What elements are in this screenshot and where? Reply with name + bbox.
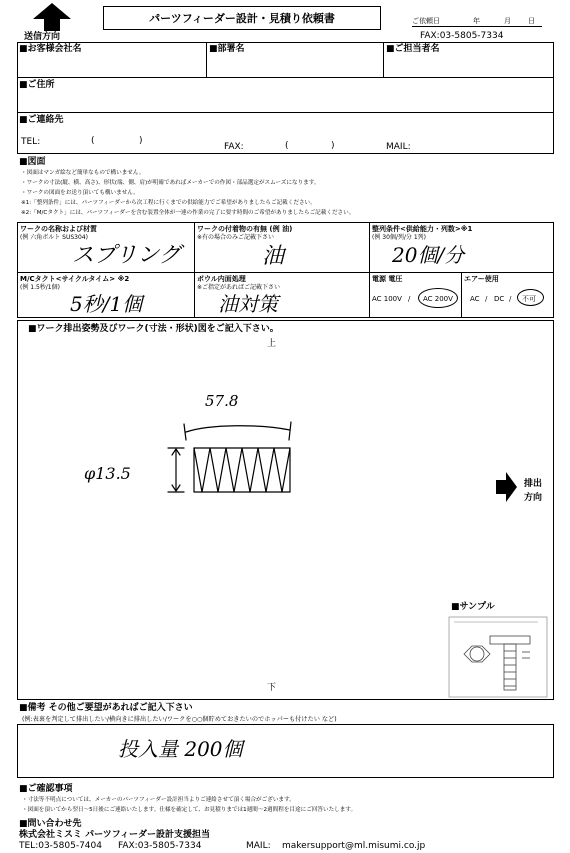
confirm-title: ■ご確認事項: [19, 784, 73, 794]
align-example: (例 30個/列/分 1列): [372, 234, 426, 241]
remarks-title: ■備考 その他ご要望があればご記入下さい: [19, 703, 193, 713]
align-label: 整列条件<供給能力・列数>※1: [372, 225, 473, 233]
power-selected-circle: [418, 288, 458, 308]
remarks-box: [17, 724, 554, 778]
drawing-note-2: ・ワークの寸法(縦、横、高さ)、形状(端、側、肩)が明確であればメーカーでの作図・部品選定がスムーズになります。: [21, 180, 320, 186]
air-label: エアー使用: [464, 275, 499, 283]
air-selected-circle: [517, 289, 544, 306]
spec-divider: [17, 272, 554, 273]
person-label: ■ご担当者名: [386, 44, 440, 54]
drawing-note-5: ※2:「M/Cタクト」には、パーツフィーダーを含む装置全体が一連の作業の完了に要す時間のご希望がありましたらご記載ください。: [21, 210, 355, 216]
bowl-label: ボウル内面処理: [197, 275, 246, 283]
mail-label: MAIL:: [386, 142, 411, 152]
fax-paren-open: (: [285, 141, 289, 151]
inquiry-tel: TEL:03-5805-7404: [19, 841, 102, 851]
length-dimension-value: 57.8: [205, 392, 239, 410]
remarks-value: 投入量 200個: [118, 737, 243, 761]
bowl-value: 油対策: [218, 292, 278, 316]
tel-label: TEL:: [21, 137, 41, 147]
drawing-note-4: ※1:「整列条件」には、パーツフィーダーから次工程に行くまでの供給能力でご希望がありましたらご記載ください。: [21, 200, 316, 206]
exit-label-2: 方向: [524, 493, 543, 503]
mc-value: 5秒/1個: [70, 292, 143, 316]
top-direction-label: 上: [267, 339, 277, 349]
work-name-value: スプリング: [72, 243, 181, 268]
sample-label: ■サンプル: [451, 602, 495, 612]
drawing-section-title: ■図面: [19, 157, 46, 167]
confirm-item-2: ・図面を頂いてから翌日〜5日後にご連絡いたします。仕様を確定して、お見積りまでは1週間〜2週間程を目途にご回答いたします。: [22, 807, 357, 813]
oil-note: ※有の場合のみご記載下さい: [197, 234, 275, 241]
work-drawing-title: ■ワーク排出姿勢及びワーク(寸法・形状)図をご記入下さい。: [28, 324, 279, 334]
air-separator-2: /: [509, 295, 512, 303]
tel-paren-close: ): [139, 136, 143, 146]
day-label: 日: [528, 17, 535, 25]
diameter-dimension-value: φ13.5: [84, 464, 131, 483]
confirm-item-1: ・寸法等不明点については、メーカーのパーツフィーダー設計担当よりご連絡させて頂く場合がございます。: [22, 797, 295, 803]
bottom-direction-label: 下: [267, 683, 277, 693]
remarks-example: (例:表裏を判定して排出したい/横向きに排出したい/ワークを○○個貯めておきたいのでホッパーも付けたい など): [22, 716, 337, 723]
inquiry-title: ■問い合わせ先: [19, 819, 82, 829]
exit-direction-arrow-icon: [496, 472, 518, 502]
page-title: パーツフィーダー設計・見積り依頼書: [149, 12, 335, 25]
spec-vline-2: [369, 222, 370, 318]
fax-label: FAX:: [224, 142, 244, 152]
spec-vline-3: [461, 272, 462, 318]
work-name-example: (例 六角ボルト SUS304): [20, 234, 88, 241]
air-separator-1: /: [485, 295, 488, 303]
bowl-note: ※ご指定があればご記載下さい: [197, 284, 281, 291]
contact-divider-2: [17, 112, 554, 113]
air-option-ac[interactable]: AC: [470, 295, 480, 303]
spec-vline-1: [194, 222, 195, 318]
header-fax: FAX:03-5805-7334: [420, 31, 504, 41]
contact-block: [17, 42, 554, 154]
address-label: ■ご住所: [19, 80, 55, 90]
inquiry-fax: FAX:03-5805-7334: [118, 841, 202, 851]
oil-label: ワークの付着物の有無 (例 油): [197, 225, 293, 233]
work-name-label: ワークの名称および材質: [20, 225, 97, 233]
exit-label-1: 排出: [524, 479, 543, 489]
mc-label: M/Cタクト<サイクルタイム> ※2: [20, 275, 130, 283]
sample-bolt-drawing: [448, 616, 548, 698]
request-date-label: ご依頼日: [412, 17, 440, 25]
spring-sketch: [150, 410, 310, 500]
drawing-note-1: ・図面はマンガ絵など簡単なもので構いません。: [21, 170, 145, 176]
oil-value: 油: [262, 244, 285, 269]
inquiry-mail-label: MAIL:: [246, 841, 271, 851]
title-box: [103, 6, 381, 30]
inquiry-company: 株式会社ミスミ パーツフィーダー設計支援担当: [19, 830, 211, 840]
tel-paren-open: (: [91, 136, 95, 146]
power-option-200v[interactable]: AC 200V: [423, 295, 453, 303]
contact-divider-1: [17, 77, 554, 78]
year-label: 年: [473, 17, 480, 25]
contact-label: ■ご連絡先: [19, 115, 64, 125]
fax-paren-close: ): [331, 141, 335, 151]
date-underline: [412, 26, 542, 27]
power-label: 電源 電圧: [372, 275, 403, 283]
air-option-dc[interactable]: DC: [494, 295, 505, 303]
drawing-note-3: ・ワークの図面をお送り頂いても構いません。: [21, 190, 139, 196]
send-direction-label: 送信方向: [24, 32, 61, 42]
mc-example: (例 1.5秒/1個): [20, 284, 60, 291]
power-option-100v[interactable]: AC 100V: [372, 295, 402, 303]
power-separator: /: [408, 295, 411, 303]
department-label: ■部署名: [209, 44, 245, 54]
month-label: 月: [504, 17, 511, 25]
contact-vline-2: [383, 42, 384, 77]
send-direction-arrow-icon: [32, 2, 72, 32]
contact-vline-1: [206, 42, 207, 77]
align-value: 20個/分: [392, 243, 465, 267]
air-option-none[interactable]: 不可: [522, 295, 536, 303]
company-label: ■お客様会社名: [19, 44, 82, 54]
inquiry-mail-link[interactable]: makersupport@ml.misumi.co.jp: [282, 841, 426, 851]
